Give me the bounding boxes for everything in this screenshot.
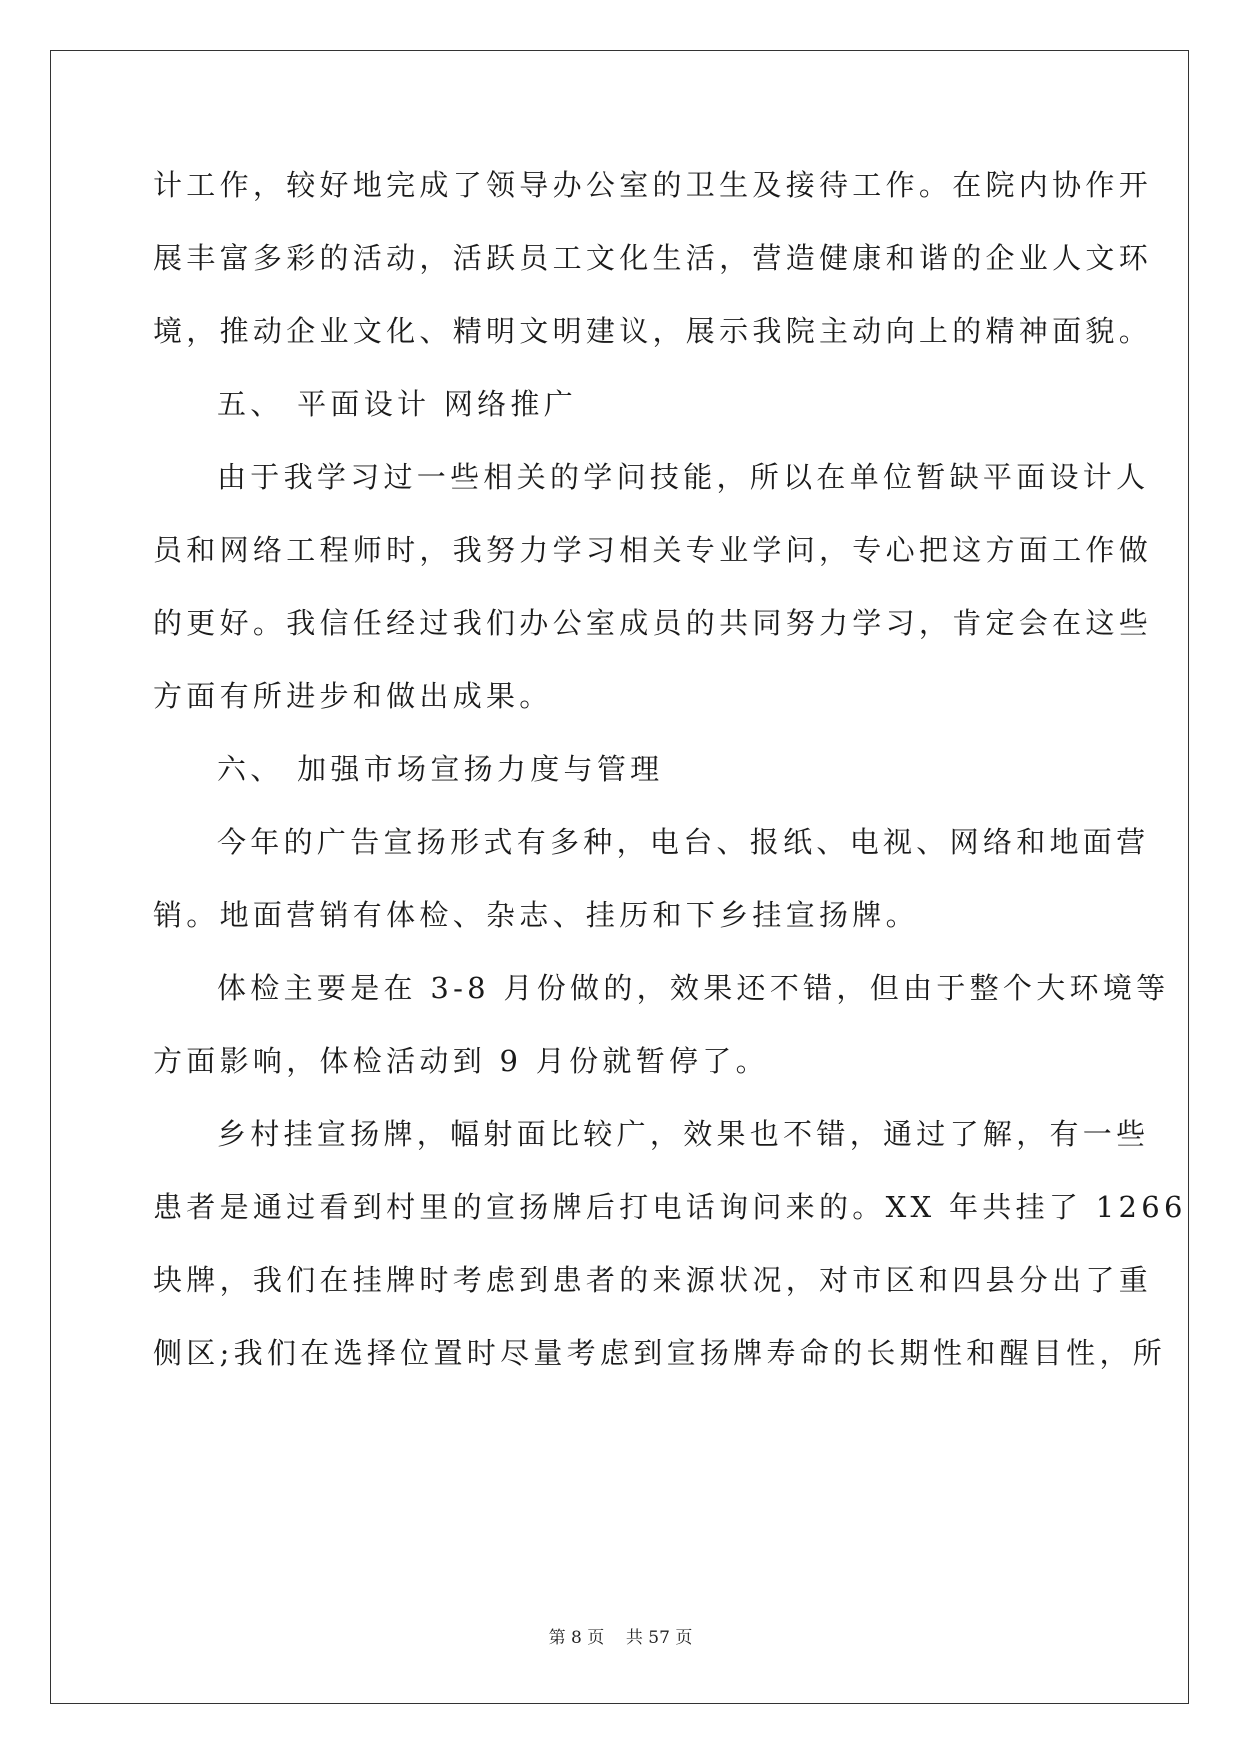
text-line: 计工作，较好地完成了领导办公室的卫生及接待工作。在院内协作开 bbox=[153, 168, 1153, 202]
text-line: 侧区;我们在选择位置时尽量考虑到宣扬牌寿命的长期性和醒目性，所 bbox=[153, 1336, 1167, 1370]
page-border bbox=[50, 50, 1189, 1704]
section-heading: 六、 加强市场宣扬力度与管理 bbox=[217, 752, 664, 786]
text-line: 的更好。我信任经过我们办公室成员的共同努力学习，肯定会在这些 bbox=[153, 606, 1153, 640]
text-line: 展丰富多彩的活动，活跃员工文化生活，营造健康和谐的企业人文环 bbox=[153, 241, 1153, 275]
text-line: 方面有所进步和做出成果。 bbox=[153, 679, 553, 713]
text-line: 销。地面营销有体检、杂志、挂历和下乡挂宣扬牌。 bbox=[153, 898, 919, 932]
text-line: 员和网络工程师时，我努力学习相关专业学问，专心把这方面工作做 bbox=[153, 533, 1153, 567]
text-line: 块牌，我们在挂牌时考虑到患者的来源状况，对市区和四县分出了重 bbox=[153, 1263, 1153, 1297]
text-line: 境，推动企业文化、精明文明建议，展示我院主动向上的精神面貌。 bbox=[153, 314, 1153, 348]
text-line: 体检主要是在 3-8 月份做的，效果还不错，但由于整个大环境等 bbox=[217, 971, 1170, 1005]
text-line: 今年的广告宣扬形式有多种，电台、报纸、电视、网络和地面营 bbox=[217, 825, 1150, 859]
text-line: 乡村挂宣扬牌，幅射面比较广，效果也不错，通过了解，有一些 bbox=[217, 1117, 1150, 1151]
section-heading: 五、 平面设计 网络推广 bbox=[217, 387, 578, 421]
text-line: 方面影响，体检活动到 9 月份就暂停了。 bbox=[153, 1044, 769, 1078]
page-number-footer: 第 8 页 共 57 页 bbox=[548, 1628, 693, 1648]
text-line: 由于我学习过一些相关的学问技能，所以在单位暂缺平面设计人 bbox=[217, 460, 1150, 494]
text-line: 患者是通过看到村里的宣扬牌后打电话询问来的。XX 年共挂了 1266 bbox=[153, 1190, 1187, 1224]
